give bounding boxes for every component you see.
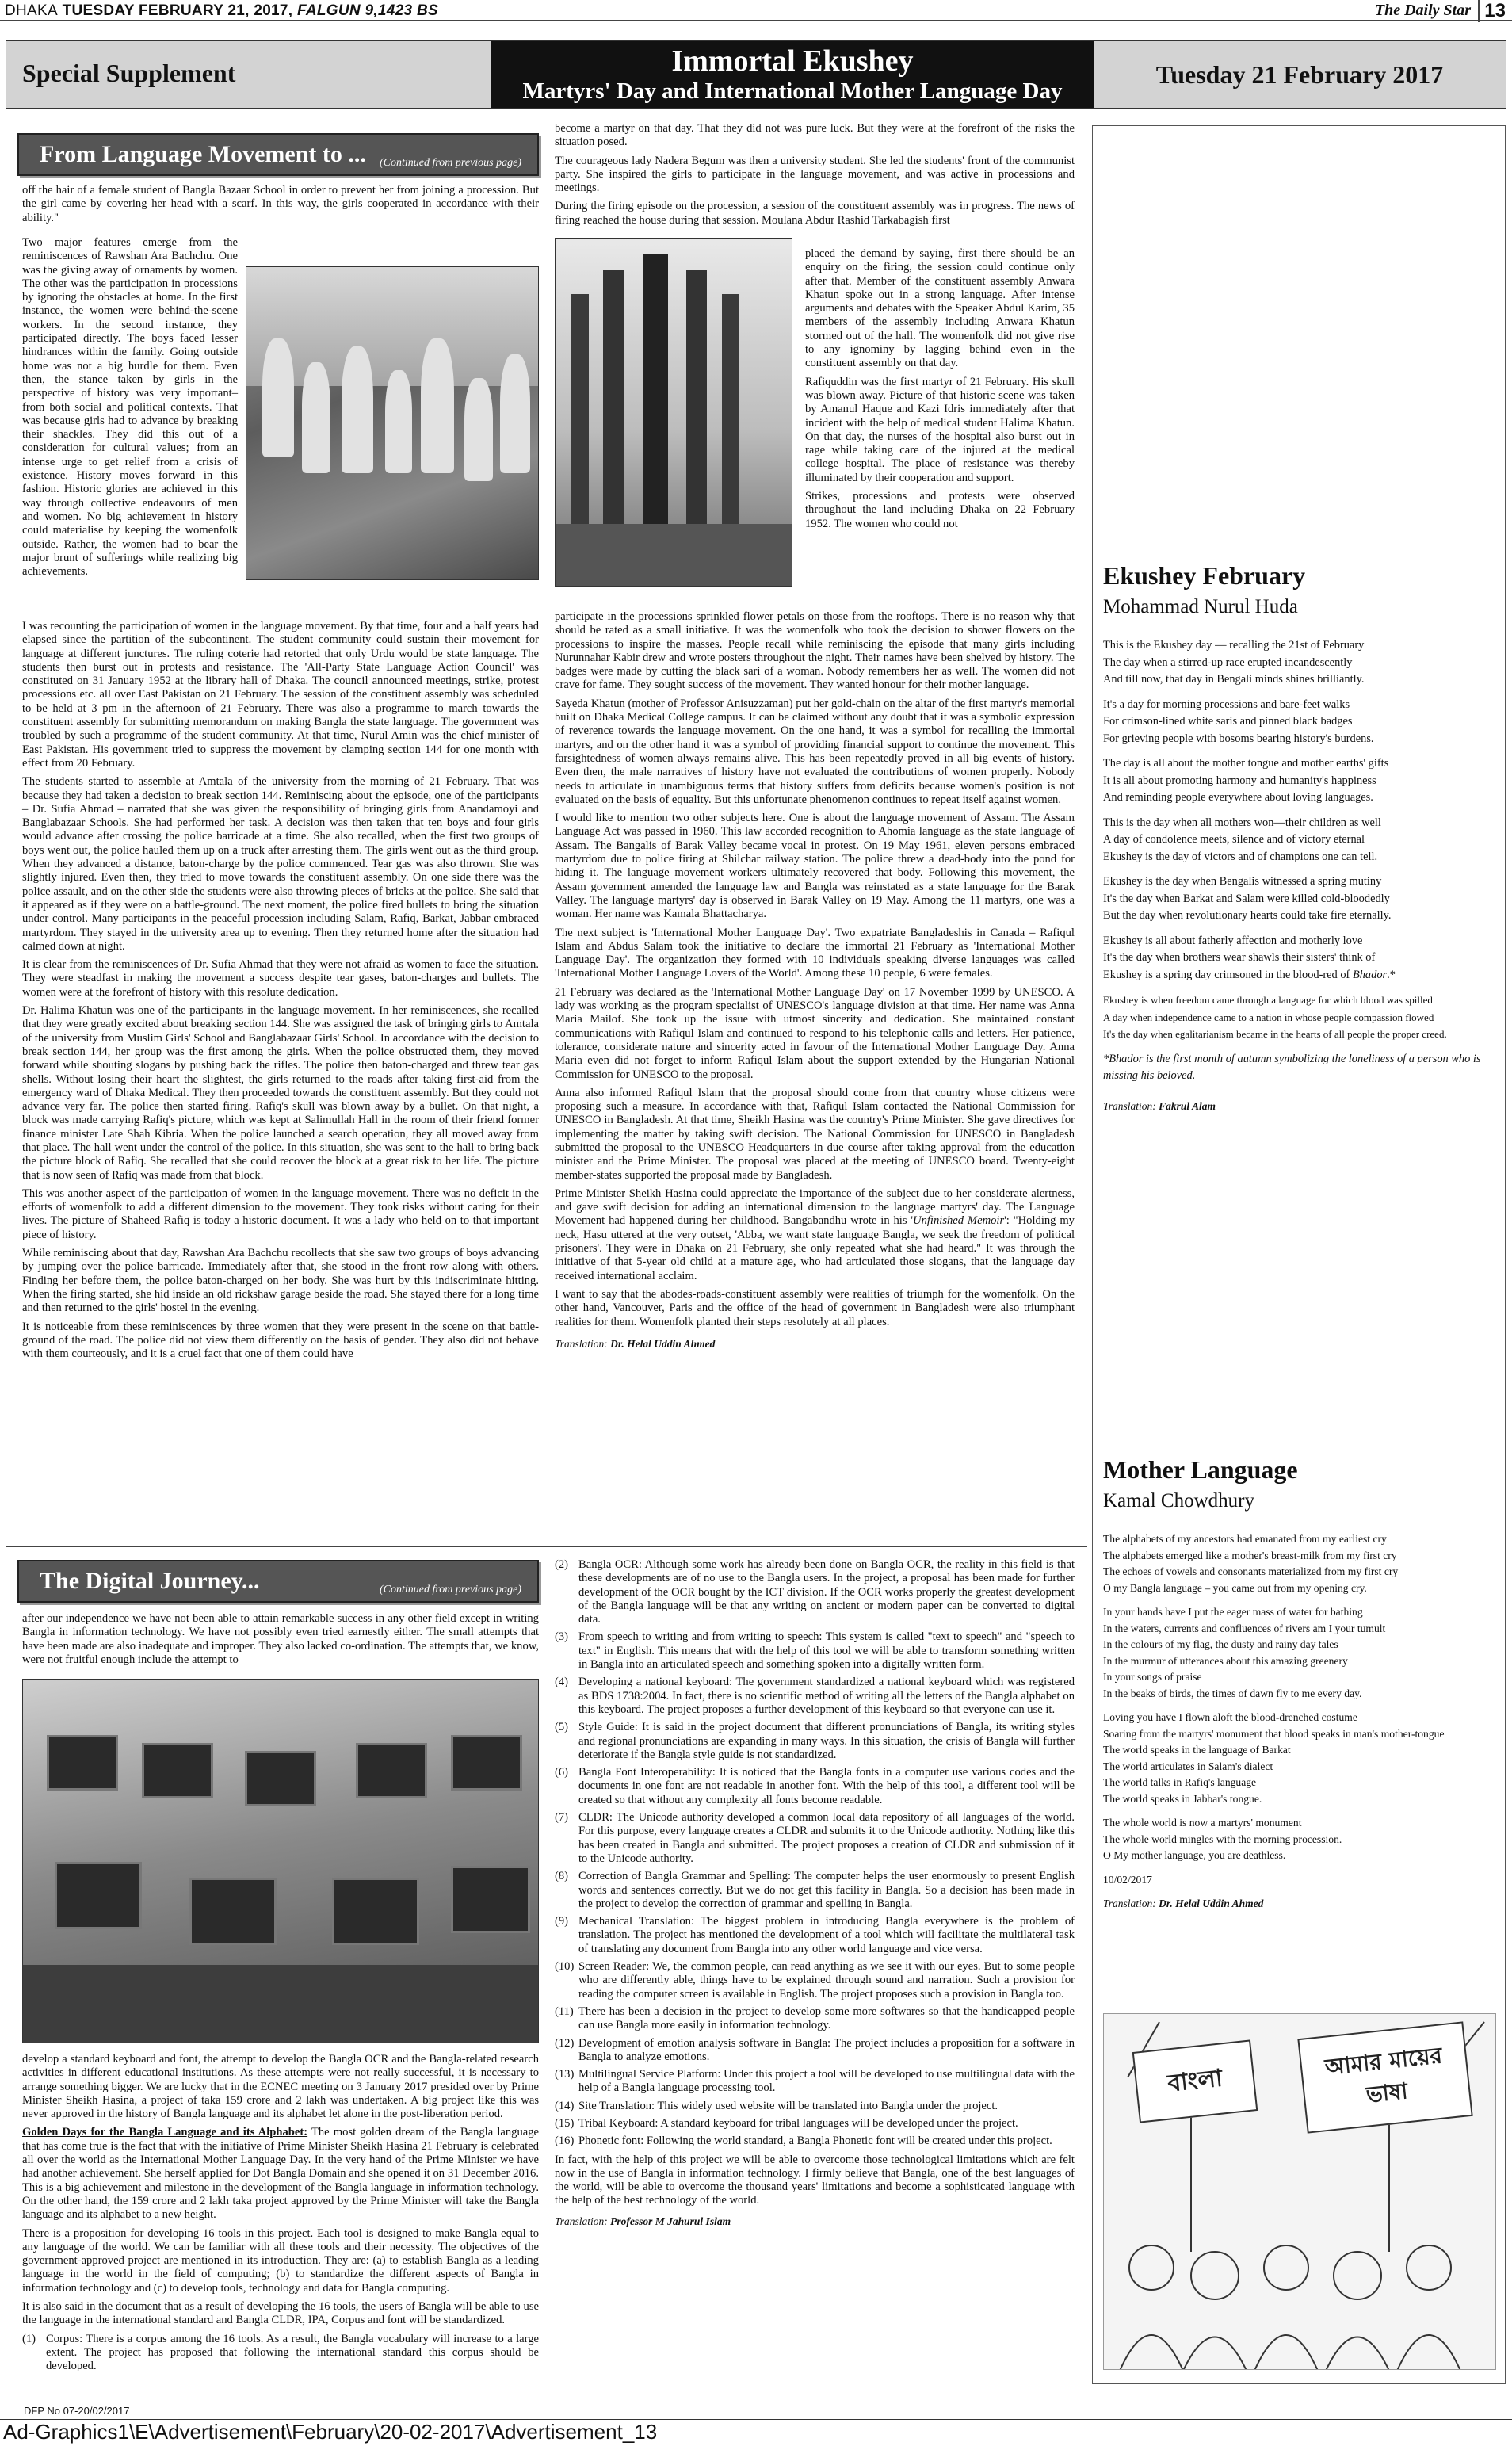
item-number: (11) — [555, 2005, 574, 2018]
paragraph: The courageous lady Nadera Begum was then a university student. She led the students' front of the communist party. She inspired the girls to participate in the language movement, and was active in processions and meetings. — [555, 154, 1075, 195]
item-number: (6) — [555, 1766, 569, 1779]
footnote-mark: .* — [1387, 968, 1396, 981]
stanza — [1103, 697, 1496, 748]
line: Ekushey is when freedom came through a language for which blood was spilled — [1103, 994, 1433, 1006]
paragraph: Rafiquddin was the first martyr of 21 February. His skull was blown away. Picture of that historic scene was taken by Amanul Haque and Kazi Idris immediately after that incident with the help of medical student Halima Khatun. On that day, the nurses of the hospital also burst out in rage while taking care of the injured at the medical college hospital. The place of resistance was thereby illuminated by their cooperation and support. — [805, 375, 1075, 484]
line: In your hands have I put the eager mass of water for bathing — [1103, 1606, 1363, 1618]
line: Ekushey is the day when Bengalis witnessed a spring mutiny — [1103, 875, 1382, 888]
paragraph: The students started to assemble at Amtala of the university from the morning of 21 February. That was because they had taken a decision to break section 144. Reminiscing about the episode, one of the participants – Dr. Sufia Ahmad – narrated that she was given the responsibility of bringing girls from Anandamoyi and Banglabazaar Schools. She had performed her task. A decision was then taken that ten boys and four girls would advance after crossing the police barricade at a time. She also recalled, when the first two groups of boys went out, the police hauled them up on a truck after arresting them. The girls went out as the third group. When they advanced a distance, baton-charge by the police commenced. Tear gas was also thrown. She was slightly injured. Even then, they tried to move towards the constituent assembly. On one side there was the police assault, and on the other side the students were also throwing pieces of bricks at the police. She said that it appeared as if they were on a battle-ground. The next moment, the police fired bullets to bring the situation under control. Many participants in the peaceful procession including Salam, Rafiq, Barkat, Jabbar embraced martyrdom. They stayed in the university area up to evening. Then they returned home after the situation had calmed down at night. — [22, 775, 539, 953]
page-number: 13 — [1478, 0, 1506, 22]
item-number: (1) — [22, 2332, 36, 2345]
paragraph — [555, 1187, 1075, 1283]
translator-name: Dr. Helal Uddin Ahmed — [1159, 1898, 1264, 1909]
stanza — [1103, 933, 1496, 984]
paragraph: Anna also informed Rafiqul Islam that the proposal should come from that country whose citizens were proposing such a measure. In accordance with that, Rafiqul Islam contacted the National Commission for UNESCO in Bangladesh. At that time, Sheikh Hasina was the country's Prime Minister. She gave directives for implementing the matter by taking swift decision. The National Commission for UNESCO in Bangladesh submitted the proposal to the UNESCO Headquarters in due course after taking approval from the education minister and the Prime Minister. The proposal was placed at the meeting of UNESCO board. Twenty-eight member-states supported the proposal made by Bangladesh. — [555, 1086, 1075, 1182]
paper-name: The Daily Star — [1374, 2, 1471, 19]
line: The day when a stirred-up race erupted incandescently — [1103, 655, 1353, 669]
line: And till now, that day in Bengali minds shines brilliantly. — [1103, 673, 1365, 686]
paragraph: There is a proposition for developing 16 tools in this project. Each tool is designed to make Bangla equal to any language of the world. We can be familiar with all these tools and their necessity. The objectives of the government-approved project are mentioned in its introduction. They are: (a) to establish Bangla as a leading language in the world in the field of computing; (b) to standardize the different aspects of Bangla in information technology and (c) to develop tools, technology and data for Bangla computing. — [22, 2226, 539, 2295]
tools-list-start — [22, 2333, 539, 2374]
item-number: (3) — [555, 1630, 569, 1644]
list-item — [555, 1960, 1075, 2001]
item-number: (8) — [555, 1870, 569, 1883]
line: Soaring from the martyrs' monument that blood speaks in man's mother-tongue — [1103, 1727, 1445, 1740]
stanza — [1103, 873, 1496, 925]
banner-subtitle: Martyrs' Day and International Mother Language Day — [522, 78, 1063, 104]
item-text: Multilingual Service Platform: Under this project a tool will be developed to use multilingual data with the help of a Bangla language processing tool. — [578, 2068, 1075, 2095]
list-item — [555, 1811, 1075, 1866]
text-run: The most golden dream of the Bangla language that has come true is the fact that with the initiative of Prime Minister Sheikh Hasina 21 February is celebrated all over the world as the International Mother Language Day. In the very hand of the Prime Minister we have had another achievement. She herself applied for Dot Bangla Domain and she opened it on 31 December 2016. This is a big achievement and milestone in the development of the Bangla language in information technology. On the other hand, the 159 crore and 2 lakh taka project approved by the Prime Minister will take the Bangla language and its alphabet to a new height. — [22, 2126, 539, 2222]
item-text: Development of emotion analysis software in Bangla: The project includes a proposition for a software in Bangla to analyze emotions. — [578, 2036, 1075, 2063]
poem2-translation-credit — [1103, 1896, 1496, 1913]
translation-label: Translation: — [1103, 1099, 1156, 1112]
item-text: From speech to writing and from writing to speech: This system is called "text to speech" and "speech to text" in English. This means that with the help of this tool we will be able to transform something written in Bangla into an articulated speech and something spoken into a digitally written form. — [578, 1630, 1075, 1672]
list-item — [555, 2117, 1075, 2131]
line: O My mother language, you are deathless. — [1103, 1849, 1286, 1861]
paragraph: become a martyr on that day. That they did not was pure luck. But they were at the forefront of the risks the situation posed. — [555, 122, 1075, 149]
line: This is the Ekushey day — recalling the 21st of February — [1103, 639, 1365, 652]
list-item — [555, 2005, 1075, 2033]
line: The whole world is now a martyrs' monument — [1103, 1817, 1302, 1829]
line: O my Bangla language – you came out from my opening cry. — [1103, 1581, 1367, 1594]
paragraph: I would like to mention two other subjects here. One is about the language movement of Assam. The Assam Language Act was passed in 1960. This law accorded recognition to Ahomia language as the state language of Assam. The Bangalis of Barak Valley became vocal in protest. On 19 May 1961, eleven persons embraced martyrdom due to police firing at Shilchar railway station. The police threw a dead-body into the pond for hiding it. The language movement workers ultimately recovered that body. Following this movement, the Assam government amended the language law and Bangla was reinstated as a state language for the Barak Valley. The language martyrs' day is observed in Barak Valley on 19 May. Among the 11 martyrs, one was a woman. Her name was Kamala Bhattacharya. — [555, 812, 1075, 921]
line: It's the day when brothers wear shawls their sisters' think of — [1103, 951, 1376, 964]
paragraph: It is also said in the document that as a result of developing the 16 tools, the users of Bangla will be able to use the language in the international standard and Bangla CLDR, IPA, Corpus and font will be standardized. — [22, 2300, 539, 2327]
masthead-bar — [0, 0, 1512, 21]
article1-heading — [17, 133, 539, 176]
paragraph: participate in the processions sprinkled flower petals on those from the rooftops. There is no reason why that should be rated as a small initiative. It was the womenfolk who took the decision to shower flowers on the processions to inspire the masses. People recall while reminiscing the episode that many girls including Nurunnahar Kabir drew and wrote posters throughout the night. Their names have been shelved by history. The badges were made by cutting the black sari of a woman. Nobody remembers her as well. The women did not crave for fame. They sought success of the movement. They wanted honour for their mother language. — [555, 610, 1075, 692]
list-item — [555, 2068, 1075, 2096]
list-item — [555, 1558, 1075, 1626]
translator-name: Fakrul Alam — [1159, 1099, 1216, 1112]
protest-sign-2: আমার মায়ের ভাষা — [1297, 2021, 1472, 2133]
item-text: CLDR: The Unicode authority developed a common local data repository of all languages of the world. For this purpose, every language creates a CLDR and submits it to the Unicode authority. Nothing like this has been created in Bangla and submitted. The project proposes a creation of CLDR and submission of it to the Unicode authority. — [578, 1811, 1075, 1865]
item-number: (5) — [555, 1721, 569, 1734]
list-item — [555, 2037, 1075, 2065]
item-text: Site Translation: This widely used website will be translated into Bangla under the project. — [578, 2099, 998, 2112]
women-procession-photo — [246, 266, 539, 580]
translator-name: Dr. Helal Uddin Ahmed — [610, 1337, 716, 1350]
list-item — [555, 1766, 1075, 1807]
item-text: Tribal Keyboard: A standard keyboard for tribal languages will be developed under the project. — [578, 2116, 1018, 2130]
line: In the beaks of birds, the times of dawn fly to me every day. — [1103, 1687, 1362, 1699]
paragraph: It is noticeable from these reminiscences by three women that they were present in the scene on that battle-ground of the road. The police did not view them differently on the basis of gender. They also did not behave with them courteously, and it is a cruel fact that one of them could have — [22, 1320, 539, 1361]
paragraph: I want to say that the abodes-roads-constituent assembly were realities of triumph for the womenfolk. On the other hand, Vancouver, Paris and the office of the head of government in Bangladesh were also triumphant realities for them. Womenfolk planted their steps resolutely at all places. — [555, 1287, 1075, 1328]
stanza — [1103, 1710, 1496, 1807]
item-text: Screen Reader: We, the common people, can read anything as we see it with our eyes. But to some people who are differently able, things have to be explained through sound and narration. Such a provision for reading the computer screen is available in English. The project proposes such a provision in Bangla too. — [578, 1960, 1075, 2001]
article1-column1 — [22, 184, 539, 230]
paragraph: Dr. Halima Khatun was one of the participants in the language movement. In her reminiscences, she recalled that they were greatly excited about breaking section 144. She was assigned the task of bringing girls to Amtala of the university from Muslim Girls' School and Banglabazaar Girls' School. In accordance with the decision to break section 144, her group was the first among the girls. When the police obstructed them, they moved forward while shouting slogans by pushing back the rifles. The police then baton-charged and threw tear gas shells. Without losing their heart the slightest, the girls returned to the roads after taking first-aid from the emergency ward of Dhaka Medical. They then proceeded towards the constituent assembly. But they could not advance very far. The police then started firing. Rafiq's skull was blown away by a bullet. On that night, a block was made carrying Rafiq's picture, which was kept at Salimullah Hall in the room of their friend former finance minister Late Shah Kibria. When the police launched a search operation, they all moved away from that place. The hall went under the control of the police. In this situation, she was sent to the hall to bring back the picture block of Rafiq. She recalled that she could recover the block at a great risk to her life. The picture that is now seen of Rafiq was made from that block. — [22, 1004, 539, 1182]
item-text: Developing a national keyboard: The government standardized a national keyboard which was registered as BDS 1738:2004. In fact, there is no scientific method of writing all the letters of the Bangla alphabet on this keyboard. The project proposes a further development of this keyboard so that everyone can use it. — [578, 1676, 1075, 1716]
paragraph: Strikes, processions and protests were observed throughout the land including Dhaka on 22 February 1952. The women who could not — [805, 490, 1075, 530]
tools-list-continued — [555, 1558, 1075, 2233]
file-path-slug: Ad-Graphics1\E\Advertisement\February\20-02-2017\Advertisement_13 — [0, 2419, 1512, 2446]
supplement-banner — [6, 40, 1506, 109]
computer-lab-photo — [22, 1679, 539, 2043]
line: It's a day for morning processions and bare-feet walks — [1103, 697, 1350, 711]
dateline-falgun: FALGUN 9,1423 BS — [296, 2, 438, 19]
line: For crimson-lined white saris and pinned black badges — [1103, 715, 1353, 728]
line: It's the day when Barkat and Salam were killed cold-bloodedly — [1103, 892, 1390, 905]
paragraph: It is clear from the reminiscences of Dr. Sufia Ahmad that they were not afraid as women to face the situation. They were steadfast in making the movement a success despite tear gases, baton-charges and bullets. The women were at the forefront of history with this resolute dedication. — [22, 958, 539, 999]
protest-sign-1: বাংলা — [1132, 2039, 1258, 2123]
article1-column2-wrap — [805, 247, 1075, 536]
poem1-translation-credit — [1103, 1098, 1496, 1115]
bhador-word: Bhador — [1352, 968, 1388, 981]
line — [1103, 967, 1496, 984]
paragraph: placed the demand by saying, first there should be an enquiry on the firing, the session could continue only after that. Member of the constituent assembly Anwara Khatun spoke out in a strong language. After intense arguments and debates with the Speaker Abdul Karim, 35 members of the assembly including Anwara Khatun stormed out of the hall. The womenfolk did not give rise to any ignominy by lagging behind even in the constituent assembly on that day. — [805, 247, 1075, 370]
paragraph — [22, 2126, 539, 2222]
line: The world articulates in Salam's dialect — [1103, 1760, 1273, 1772]
line: The echoes of vowels and consonants materialized from my first cry — [1103, 1565, 1399, 1577]
paragraph: In fact, with the help of this project we will be able to overcome those technological limitations which are felt now in the use of Bangla in information technology. I firmly believe that Bangla, one of the best languages of the world, will be able to overcome the thousand years' limitations and become a sophisticated language with the help of the best technology of the world. — [555, 2153, 1075, 2207]
line: The alphabets of my ancestors had emanated from my earliest cry — [1103, 1533, 1387, 1545]
article2-title: The Digital Journey... — [40, 1568, 260, 1594]
stanza — [1103, 992, 1496, 1043]
line: The world speaks in the language of Barkat — [1103, 1744, 1291, 1756]
list-item — [555, 2100, 1075, 2113]
section-divider — [6, 1546, 1087, 1547]
paragraph: Sayeda Khatun (mother of Professor Anisuzzaman) put her gold-chain on the altar of the first martyr's memorial built on Dhaka Medical College campus. It can be claimed without any doubt that it was a symbolic expression of reverence towards the language movement. On the one hand, it was a symbol for recalling the immortal martyrs, and on the other hand it was a symbol of providing financial support to continue the movement. This farsightedness of women always remains alive. This has been repeatedly proved in all big events of history. Even then, the male narratives of history have not evaluated the contributions of women properly. Nobody needs to articulate in unambiguous terms that history suffers from deficits because women's position is not evaluated on the basis of equality. But this unfortunate phenomenon continues to repeat itself against women. — [555, 697, 1075, 806]
translation-label: Translation: — [1103, 1898, 1156, 1909]
list-item — [555, 1870, 1075, 1911]
subheading: Golden Days for the Bangla Language and its Alphabet: — [22, 2126, 308, 2139]
stanza — [1103, 637, 1496, 689]
item-number: (13) — [555, 2068, 575, 2081]
dfp-number: DFP No 07-20/02/2017 — [24, 2405, 130, 2417]
paragraph: I was recounting the participation of women in the language movement. By that time, four and a half years had elapsed since the partition of the subcontinent. The student community could sustain their movement for language at different junctures. The ruling coterie had retorted that only Urdu would be state language. The students then burst out in protests and resistance. The 'All-Party State Language Action Council' was constituted on 31 January 1952 at the library hall of Dhaka. The council announced meetings, strike, protest processions etc. all over East Pakistan on 21 February. The session of the constituent assembly was scheduled to be held at 3 pm in the afternoon of 21 February. There was also a programme to march towards the constituent assembly for submitting memorandum on making Bangla the state language. The government was troubled by such a programme of the student community. At that time, Nurul Amin was the chief minister of East Pakistan. His government tried to suppress the movement by clamping section 144 for one month with effect from 20 February. — [22, 620, 539, 770]
banner-title: Immortal Ekushey — [671, 44, 914, 78]
stanza — [1103, 755, 1496, 807]
article2-translation-credit — [555, 2215, 1075, 2228]
article1-wrap-text — [22, 236, 238, 583]
line: In the colours of my flag, the dusty and rainy day tales — [1103, 1638, 1338, 1650]
stanza — [1103, 1531, 1496, 1596]
list-item — [555, 1721, 1075, 1762]
article1-column2-lower — [555, 610, 1075, 1355]
translation-label: Translation: — [555, 1337, 608, 1350]
list-item — [555, 1676, 1075, 1717]
item-number: (7) — [555, 1811, 569, 1825]
stanza — [1103, 1815, 1496, 1864]
article2-column1-lower — [22, 2053, 539, 2378]
line: The whole world mingles with the morning procession. — [1103, 1833, 1342, 1845]
article1-continued: (Continued from previous page) — [380, 157, 521, 169]
item-number: (10) — [555, 1960, 575, 1974]
article1-column2 — [555, 122, 1075, 232]
article1-title: From Language Movement to ... — [40, 141, 366, 167]
line: In the waters, currents and confluences of rivers am I your tumult — [1103, 1622, 1386, 1634]
poem2-body — [1103, 1531, 1496, 1913]
list-item — [555, 2135, 1075, 2148]
paragraph: The next subject is 'International Mother Language Day'. Two expatriate Bangladeshis in Canada – Rafiqul Islam and Abdus Salam took the initiative to declare the immortal 21 February as 'International Mother Language Day'. The organization they formed with 10 individuals speaking diverse languages was called 'International Mother Language Lovers of the World'. Among these 10 people, 6 were females. — [555, 926, 1075, 980]
article2-heading — [17, 1560, 539, 1603]
line: This is the day when all mothers won—their children as well — [1103, 816, 1381, 829]
line: Ekushey is the day of victors and of champions one can tell. — [1103, 850, 1378, 863]
paragraph: 21 February was declared as the 'International Mother Language Day' on 17 November 1999 by UNESCO. A lady was working as the program specialist of UNESCO's language division at that time. Her name was Anna Maria Mailof. She took up the issue with utmost sincerity and dedication. She maintained constant communications with Rafiqul Islam and continued to respond to his telephonic calls and letters. Her patience, tolerance, considerate nature and sincerity acted in favour of the International Mother Language Day. Anna Maria even did not forget to inform Rafiqul Islam about the support extended by the Hungarian National Commission for UNESCO to the proposal. — [555, 985, 1075, 1081]
line: It is all about promoting harmony and humanity's happiness — [1103, 774, 1376, 787]
item-text: There has been a decision in the project to develop some more softwares so that the handicapped people can use Bangla more easily in information technology. — [578, 2005, 1075, 2032]
line: For grieving people with bosoms bearing history's burdens. — [1103, 732, 1374, 745]
poem1-author: Mohammad Nurul Huda — [1103, 596, 1298, 617]
banner-left-label: Special Supplement — [22, 59, 236, 87]
line: But the day when revolutionary hearts could take fire eternally. — [1103, 909, 1392, 922]
line: Ekushey is all about fatherly affection and motherly love — [1103, 934, 1363, 947]
poem2-title: Mother Language — [1103, 1455, 1298, 1484]
item-text: Phonetic font: Following the world standard, a Bangla Phonetic font will be created under this project. — [578, 2135, 1052, 2148]
item-number: (9) — [555, 1915, 569, 1928]
translation-label: Translation: — [555, 2215, 608, 2227]
poem1-footnote: *Bhador is the first month of autumn symbolizing the loneliness of a person who is missing his beloved. — [1103, 1052, 1481, 1082]
line: The world speaks in Jabbar's tongue. — [1103, 1792, 1262, 1805]
poem1-body — [1103, 637, 1496, 1114]
line: Loving you have I flown aloft the blood-drenched costume — [1103, 1711, 1357, 1723]
stanza — [1103, 815, 1496, 866]
paragraph: This was another aspect of the participation of women in the language movement. There was no deficit in the efforts of womenfolk to add a different dimension to the movement. They took risks without caring for their lives. The picture of Shaheed Rafiq is today a historic document. It was a lady who held on to that important piece of history. — [22, 1187, 539, 1241]
line: A day when independence came to a nation in whose people compassion flowed — [1103, 1011, 1434, 1023]
item-text: Bangla OCR: Although some work has already been done on Bangla OCR, the reality in this field is that these developments are of no use to the Bangla users. In the project, a proposal has been made for further development of the OCR bought by the ICT division. If the OCR works properly the greatest development of the Bangla language will be that any writing on ancient or modern paper can be converted to digital data. — [578, 1558, 1075, 1626]
protest-sketch-illustration — [1103, 2013, 1496, 2370]
paragraph: develop a standard keyboard and font, the attempt to develop the Bangla OCR and the Bangla-related research activities in different educational institutions. As these attempts were not really successful, it is necessary to arrange something bigger. We are lucky that in the ECNEC meeting on 3 January 2017 presided over by Prime Minister Sheikh Hasina, a project of taka 159 crore and 2 lakh was undertaken. A big project like this was never approved in the history of Bangla language and its alphabet let alone in the post-liberation period. — [22, 2053, 539, 2121]
article2-continued: (Continued from previous page) — [380, 1584, 521, 1596]
text-run: Ekushey is a spring day crimsoned in the blood-red of — [1103, 968, 1353, 981]
line: The day is all about the mother tongue and mother earths' gifts — [1103, 757, 1389, 770]
poem1-title: Ekushey February — [1103, 561, 1306, 590]
banner-title-block — [491, 41, 1094, 108]
item-number: (4) — [555, 1676, 569, 1689]
article2-column1 — [22, 1612, 539, 1672]
dateline-city: DHAKA — [5, 2, 58, 19]
line: The alphabets emerged like a mother's breast-milk from my first cry — [1103, 1549, 1397, 1561]
item-text: Style Guide: It is said in the project document that different pronunciations of Bangla, its writing styles and regional pronunciations are expanding in many ways. In this situation, the crisis of Bangla will further deteriorate if the Bangla style guide is not standardized. — [578, 1721, 1075, 1761]
paragraph: During the firing episode on the procession, a session of the constituent assembly was in progress. The news of firing reached the house during that session. Moulana Abdur Rashid Tarkabagish first — [555, 200, 1075, 227]
stanza — [1103, 1604, 1496, 1702]
line: A day of condolence meets, silence and of victory eternal — [1103, 833, 1365, 846]
line: And reminding people everywhere about loving languages. — [1103, 791, 1373, 804]
item-number: (15) — [555, 2116, 575, 2130]
line: In your songs of praise — [1103, 1671, 1202, 1683]
item-text: Mechanical Translation: The biggest problem in introducing Bangla everywhere is the problem of translation. The project has mentioned the development of a tool which will facilitate the multilateral task of translating any document from Bangla into any other world language and vice versa. — [578, 1915, 1075, 1955]
text-run: Prime Minister Sheikh Hasina could appreciate the importance of the subject due to her considerate alertness, and gave swift decision for adding an international dimension to the language martyrs' day. The Language Movement had happened during her childhood. Bangabandhu wrote in his ' — [555, 1187, 1075, 1228]
list-item — [22, 2333, 539, 2374]
translator-name: Professor M Jahurul Islam — [610, 2215, 731, 2227]
paragraph: Two major features emerge from the reminiscences of Rawshan Ara Bachchu. One was the giving away of ornaments by women. The other was the participation in processions by ignoring the obstacles at home. In the first instance, the women were behind-the-scene workers. In the second instance, they participated directly. The boys faced lesser hindrances within the family. Going outside home was not a big hurdle for them. Even then, the stance taken by girls in the perspective of history was very important–from both social and political contexts. That was because girls had to advance by breaking their shackles. They did this out of a consideration for cultural values; from an intense urge to get relief from a crisis of existence. History moves forward in this fashion. Historic glories are achieved in this way through collective endeavours of men and women. No big achievement in history could materialise by keeping the womenfolk outside. Rather, the women had to bear the major brunt of sufferings while realizing big achievements. — [22, 236, 238, 579]
paragraph: off the hair of a female student of Bangla Bazaar School in order to prevent her from joining a procession. But the girl came by covering her head with a scarf. In this way, the girls cooperated in accordance with their ability." — [22, 184, 539, 224]
poem2-author: Kamal Chowdhury — [1103, 1490, 1254, 1512]
item-text: Bangla Font Interoperability: It is noticed that the Bangla fonts in a computer use various codes and the documents in one font are not readable in another font. With the help of this tool, a different tool will be created so that without any complexity all fonts become readable. — [578, 1766, 1075, 1806]
item-number: (16) — [555, 2135, 575, 2148]
dateline-date: TUESDAY FEBRUARY 21, 2017, — [62, 2, 293, 19]
item-number: (14) — [555, 2099, 575, 2112]
banner-date: Tuesday 21 February 2017 — [1155, 60, 1444, 89]
book-title: Unfinished Memoir — [913, 1214, 1005, 1228]
shaheed-minar-photo — [555, 238, 792, 587]
line: It's the day when egalitarianism became in the hearts of all people the proper creed. — [1103, 1028, 1447, 1040]
article1-translation-credit — [555, 1337, 1075, 1351]
paragraph: While reminiscing about that day, Rawshan Ara Bachchu recollects that she saw two groups of boys advancing by jumping over the police barricade. Immediately after that, she stood in the front row along with others. Finding her before them, the police baton-charged on her body. She was hurt by this indiscriminate hitting. When the firing started, she hid inside an old rickshaw garage beside the road. She stayed there for a long time and then returned to the girls' hostel in the evening. — [22, 1247, 539, 1315]
article1-column1-lower — [22, 620, 539, 1366]
line: In the murmur of utterances about this amazing greenery — [1103, 1654, 1348, 1667]
poem2-date: 10/02/2017 — [1103, 1873, 1152, 1886]
line: The world talks in Rafiq's language — [1103, 1776, 1257, 1788]
item-text: Correction of Bangla Grammar and Spelling: The computer helps the user enormously to present English words and sentences correctly. But we do not get this facility in Bangla. So a decision has been made in the project to develop the correction of grammar and spelling in Bangla. — [578, 1870, 1075, 1910]
list-item — [555, 1630, 1075, 1672]
item-text: Corpus: There is a corpus among the 16 tools. As a result, the Bangla vocabulary will increase to a large extent. The project has proposed that following the international standard this corpus should be developed. — [46, 2332, 539, 2373]
item-number: (12) — [555, 2036, 575, 2050]
text-run: ': "Holding my neck, Hasu uttered at the very outset, 'Abba, we want state language Bangla, we seek the freedom of political prisoners'. They were in Dhaka on 21 February, she only repeated what she had heard." It was through the initiative of that 5-year old child at a mature age, who had articulated those slogans, that the language day received international acclaim. — [555, 1214, 1075, 1282]
item-number: (2) — [555, 1558, 569, 1571]
dateline — [5, 2, 438, 20]
paragraph: after our independence we have not been able to attain remarkable success in any other field except in writing Bangla in information technology. We have not possibly even tried earnestly either. The small attempts that have been made are also inadequate and improper. They also lacked co-ordination. The attempts that, we know, were not fruitful enough include the attempt to — [22, 1612, 539, 1666]
list-item — [555, 1915, 1075, 1956]
